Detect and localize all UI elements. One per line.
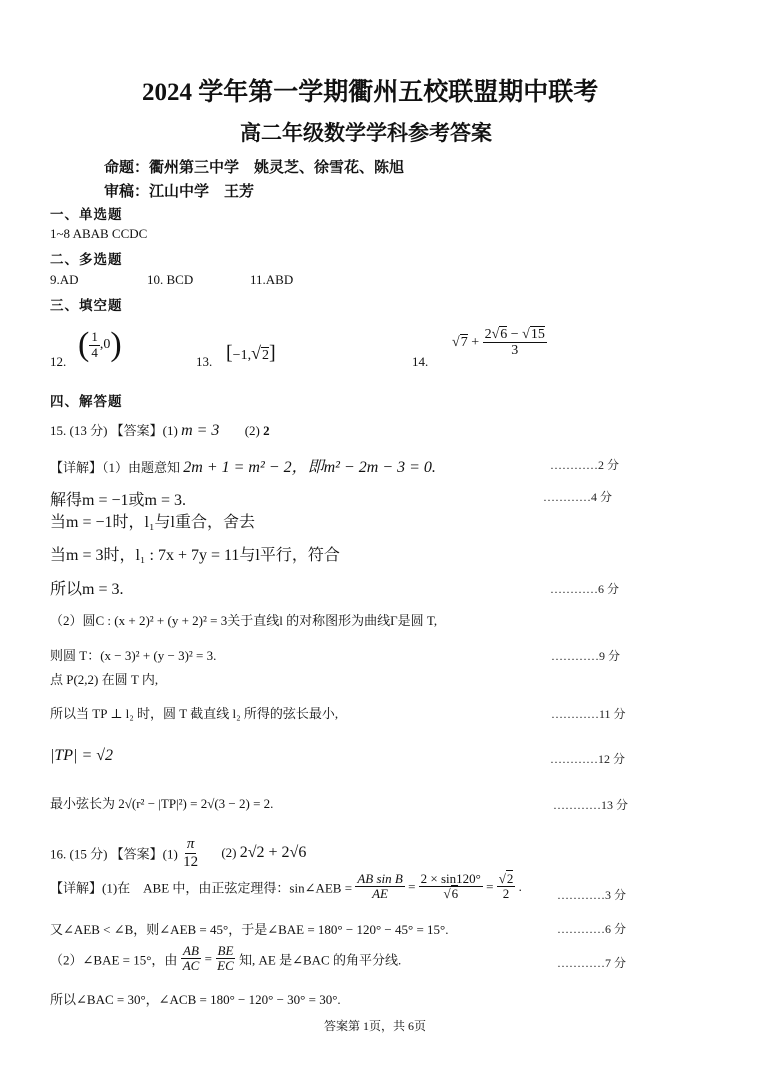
q16-header [50, 836, 306, 870]
fill-label-12: 12. [50, 354, 67, 369]
q16-line4: 所以∠BAC = 30°，∠ACB = 180° − 120° − 30° = 30°. [50, 992, 341, 1007]
q15-score-11: …………11 分 [551, 707, 626, 721]
q16-detail-row: 【详解】(1)在 ABE 中，由正弦定理得：sin∠AEB = $\frac{\text{AB sin B}}{AE}$ = $\frac{2 \times \sin 120^\circ}{√6}$ = $\frac{√2}{2}$ . [50, 871, 522, 902]
q16-answer-2: 2√2 + 2√6 [239, 844, 307, 861]
section-single-choice: 一、单选题 [50, 207, 123, 222]
fill-label-14: 14. [412, 354, 429, 369]
q15-part2-line3: 点 P(2,2) 在圆 T 内, [50, 672, 159, 687]
q15-conclusion: 所以m = 3. [50, 581, 124, 598]
q15-score-13: …………13 分 [553, 798, 629, 812]
q16-score-7: …………7 分 [557, 956, 627, 970]
review-line: 审稿：江山中学 王芳 [104, 184, 255, 200]
q15-part2-label: (2) [244, 423, 260, 438]
q16-head: 16. (15 分) 【答案】(1) [50, 846, 178, 862]
q15-header [50, 420, 270, 440]
q15-score-9: …………9 分 [551, 649, 621, 663]
q15-score-4: …………4 分 [543, 490, 613, 504]
q15-equation-1: 2m + 1 = m² − 2，即m² − 2m − 3 = 0. [183, 459, 436, 476]
q16-line3-post: 知, AE 是∠BAC 的角平分线. [239, 952, 402, 968]
q16-score-6: …………6 分 [557, 922, 627, 936]
multi-answer-11: 11.ABD [250, 272, 294, 287]
q16-line3-row: （2）∠BAE = 15°，由 $\frac{AB}{AC}$ = $\frac{BE}{EC}$ 知, AE 是∠BAC 的角平分线. [50, 943, 402, 974]
multi-answer-9: 9.AD [50, 272, 79, 287]
q15-part2-line1: （2）圆C : (x + 2)² + (y + 2)² = 3关于直线l 的对称图形为曲线Γ是圆 T, [50, 613, 438, 628]
section-fill-blank: 三、填空题 [50, 298, 123, 313]
q15-case-1: 当m = −1时，l₁与l重合，舍去 [50, 514, 255, 531]
q15-solve: 解得m = −1或m = 3. [50, 492, 186, 509]
page-footer: 答案第 1页，共 6页 [324, 1019, 427, 1033]
fill-answer-13: [−1,√2] [226, 342, 276, 364]
q16-score-3: …………3 分 [557, 888, 627, 902]
q15-answer-1: m = 3 [181, 422, 220, 439]
q16-line3-pre: （2）∠BAE = 15°，由 [50, 952, 178, 968]
section-solve: 四、解答题 [50, 394, 123, 409]
page-title: 2024 学年第一学期衢州五校联盟期中联考 [142, 79, 599, 106]
q15-part2-line2: 则圆 T：(x − 3)² + (y − 3)² = 3. [50, 648, 217, 663]
fill-answer-12: ( $\frac{1}{4}$ ,0) [78, 326, 122, 363]
page-subtitle: 高二年级数学学科参考答案 [240, 121, 492, 145]
q15-head: 15. (13 分) 【答案】(1) [50, 423, 178, 438]
q16-detail-label: 【详解】(1)在 ABE 中，由正弦定理得：sin∠AEB = [50, 880, 353, 896]
q15-detail-label: 【详解】（1）由题意知 [50, 460, 181, 475]
q16-line2: 又∠AEB < ∠B，则∠AEB = 45°，于是∠BAE = 180° − 120° − 45° = 15°. [50, 922, 449, 937]
q15-answer-2: 2 [263, 423, 270, 438]
q15-case-2: 当m = 3时，l₁ : 7x + 7y = 11与l平行，符合 [50, 547, 340, 564]
q15-score-12: …………12 分 [550, 752, 626, 766]
q16-answer-1: $\frac{\pi}{12}$ [183, 836, 199, 870]
fill-label-13: 13. [196, 354, 213, 369]
q15-score-6: …………6 分 [550, 582, 620, 596]
proposition-line: 命题：衢州第三中学 姚灵芝、徐雪花、陈旭 [104, 160, 405, 176]
q15-score-2: …………2 分 [550, 458, 620, 472]
single-choice-answers: 1~8 ABAB CCDC [50, 226, 148, 241]
q16-part2-label: (2) [221, 845, 237, 860]
section-multi-choice: 二、多选题 [50, 252, 123, 267]
q15-detail-row [50, 454, 436, 477]
q15-part2-line5: |TP| = √2 [50, 747, 114, 764]
q15-part2-line4: 所以当 TP ⊥ l₂ 时，圆 T 截直线 l₂ 所得的弦长最小, [50, 706, 339, 721]
multi-answer-10: 10. BCD [147, 272, 194, 287]
fill-answer-14: √7 + $\frac{2√6 - √15}{3}$ [452, 327, 545, 359]
q15-part2-line6: 最小弦长为 2√(r² − |TP|²) = 2√(3 − 2) = 2. [50, 796, 274, 811]
